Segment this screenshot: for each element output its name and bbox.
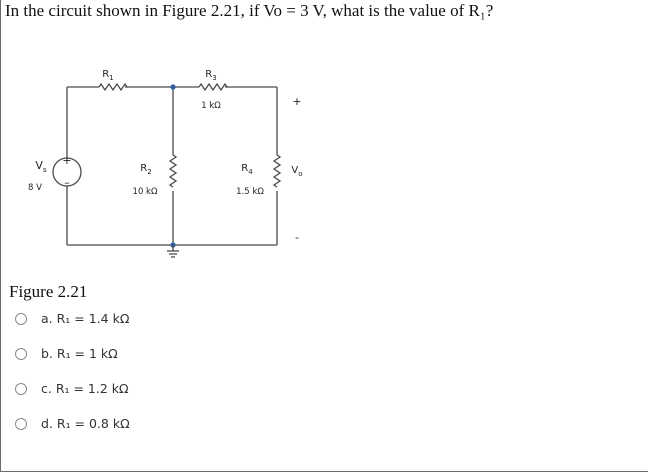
option-label: c. R₁ = 1.2 kΩ bbox=[41, 381, 129, 396]
question-text: In the circuit shown in Figure 2.21, if Vo = 3 V, what is the value of R₁? bbox=[5, 1, 494, 20]
source-value: 8 V bbox=[28, 183, 42, 193]
figure-caption: Figure 2.21 bbox=[9, 282, 88, 301]
output-label: $V_o$ bbox=[291, 165, 303, 178]
r3-label: $R_3$ bbox=[205, 69, 217, 82]
r3-resistor-symbol bbox=[199, 84, 227, 90]
option-d[interactable] bbox=[15, 410, 315, 437]
circuit-schematic bbox=[1, 55, 331, 270]
top-node bbox=[170, 84, 175, 89]
source-plus-sign: + bbox=[62, 154, 72, 167]
r1-label: $R_1$ bbox=[102, 69, 114, 82]
answer-options bbox=[15, 305, 315, 445]
r2-value: 10 kΩ bbox=[132, 187, 158, 197]
option-label: d. R₁ = 0.8 kΩ bbox=[41, 416, 130, 431]
output-plus-sign: + bbox=[292, 95, 302, 108]
option-label: a. R₁ = 1.4 kΩ bbox=[41, 311, 130, 326]
r2-resistor-symbol bbox=[170, 155, 176, 187]
source-minus-sign: – bbox=[64, 176, 70, 189]
ground-icon bbox=[167, 245, 179, 257]
radio-button[interactable] bbox=[15, 313, 27, 325]
r3-value: 1 kΩ bbox=[201, 101, 221, 111]
option-b[interactable] bbox=[15, 340, 315, 367]
r4-resistor-symbol bbox=[274, 155, 280, 187]
source-label: $V_s$ bbox=[35, 159, 47, 174]
option-c[interactable] bbox=[15, 375, 315, 402]
circuit-diagram bbox=[1, 55, 331, 270]
option-label: b. R₁ = 1 kΩ bbox=[41, 346, 118, 361]
r4-value: 1.5 kΩ bbox=[236, 187, 264, 197]
radio-button[interactable] bbox=[15, 383, 27, 395]
r4-label: $R_4$ bbox=[241, 163, 253, 176]
r1-resistor-symbol bbox=[99, 84, 127, 90]
radio-button[interactable] bbox=[15, 418, 27, 430]
output-minus-sign: - bbox=[295, 231, 299, 244]
radio-button[interactable] bbox=[15, 348, 27, 360]
r2-label: $R_2$ bbox=[140, 163, 152, 176]
option-a[interactable] bbox=[15, 305, 315, 332]
